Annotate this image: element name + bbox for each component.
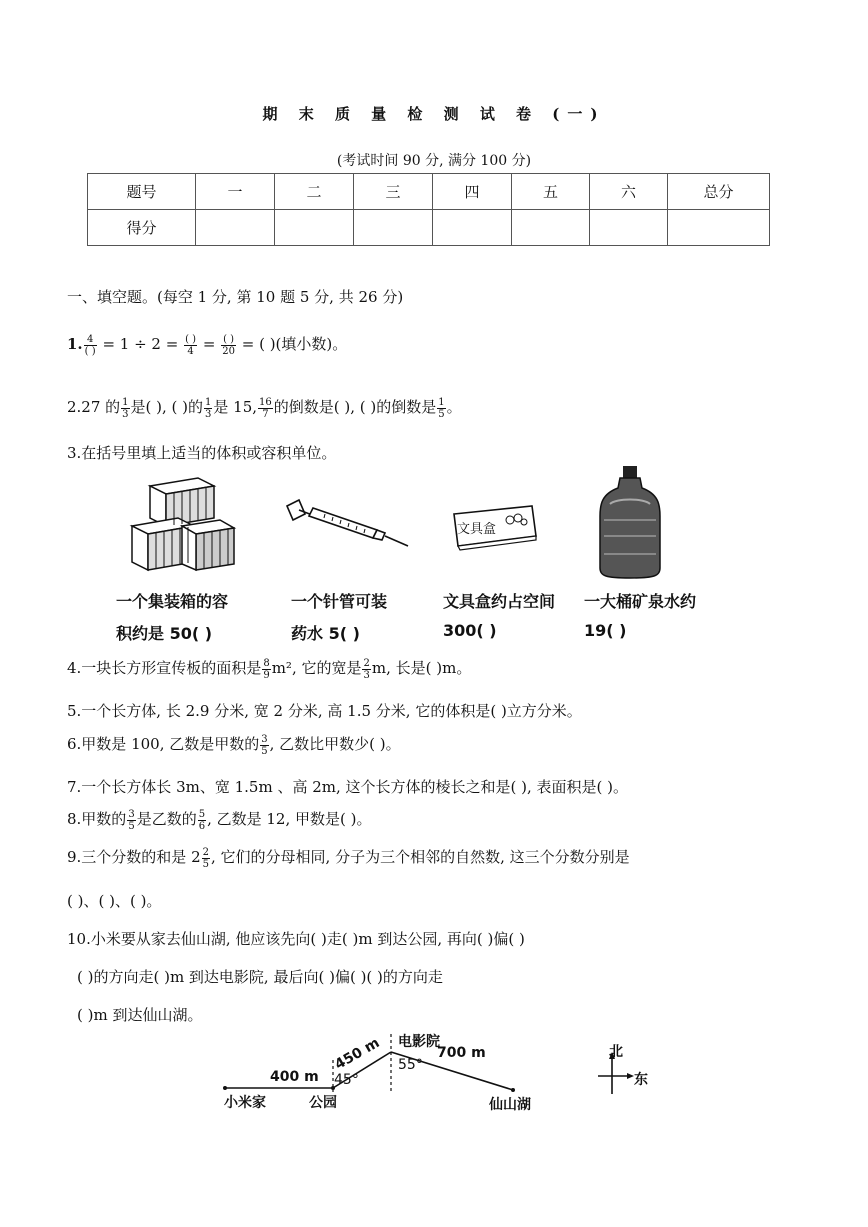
fraction <box>121 397 129 420</box>
question-number: 1. <box>67 335 83 353</box>
question-text: m, 长是( )m。 <box>371 659 472 677</box>
question-7: 7.一个长方体长 3m、宽 1.5m 、高 2m, 这个长方体的棱长之和是( ), 表面积是( )。 <box>67 778 629 796</box>
denominator: 6 <box>198 820 206 832</box>
score-table <box>87 173 770 246</box>
denominator: 9 <box>263 669 270 681</box>
place-label: 电影院 <box>398 1034 440 1050</box>
question-text: 8.甲数的 <box>67 810 127 828</box>
denominator: 5 <box>438 408 445 420</box>
question-2 <box>67 396 462 420</box>
caption-line: 一大桶矿泉水约 <box>584 592 697 611</box>
score-input-cell[interactable] <box>275 210 354 246</box>
fraction <box>260 734 268 757</box>
angle-label: 55° <box>398 1057 423 1073</box>
place-label: 小米家 <box>224 1095 266 1111</box>
question-9 <box>67 846 630 870</box>
question-10-line: ( )m 到达仙山湖。 <box>77 1006 203 1024</box>
fraction <box>84 334 97 357</box>
exam-info: (考试时间 90 分, 满分 100 分) <box>336 153 532 169</box>
equation-text: = 1 ÷ 2 = <box>102 335 179 353</box>
numerator: 16 <box>259 396 272 408</box>
distance-label: 700 m <box>437 1045 486 1061</box>
table-cell: 得分 <box>88 210 196 246</box>
question-9-answers: ( )、( )、( )。 <box>67 892 162 910</box>
place-label: 仙山湖 <box>489 1097 531 1113</box>
table-cell: 四 <box>433 174 512 210</box>
score-input-cell[interactable] <box>668 210 770 246</box>
question-4 <box>67 657 471 681</box>
denominator: 3 <box>205 408 212 420</box>
numerator: 4 <box>84 334 97 346</box>
score-input-cell[interactable] <box>512 210 590 246</box>
home-point <box>223 1086 227 1090</box>
numerator: 2 <box>202 846 209 858</box>
caption-line: 一个集装箱的容 <box>116 592 229 611</box>
water-bottle-image <box>596 464 664 580</box>
numerator: ( ) <box>185 333 197 345</box>
numerator: 1 <box>205 396 212 408</box>
caption-line: 药水 5( ) <box>291 624 360 643</box>
question-text: 的倒数是( ), ( )的倒数是 <box>273 398 437 416</box>
denominator: 5 <box>202 858 209 870</box>
question-3: 3.在括号里填上适当的体积或容积单位。 <box>67 444 337 462</box>
caption-line: 文具盒约占空间 <box>443 592 556 611</box>
fraction <box>221 334 236 357</box>
distance-label: 450 m <box>332 1034 383 1074</box>
fraction <box>198 809 206 832</box>
denominator: 3 <box>363 669 370 681</box>
question-text: 是 15, <box>213 398 258 416</box>
fraction <box>184 334 197 357</box>
score-input-cell[interactable] <box>590 210 668 246</box>
question-10-line: ( )的方向走( )m 到达电影院, 最后向( )偏( )( )的方向走 <box>77 968 443 986</box>
question-text: 。 <box>446 398 462 416</box>
equation-text: = <box>202 335 216 353</box>
numerator: 8 <box>263 657 270 669</box>
syringe-image <box>285 496 410 551</box>
distance-label: 400 m <box>270 1069 319 1085</box>
question-6 <box>67 733 401 757</box>
caption-line: 19( ) <box>584 621 627 640</box>
question-8 <box>67 808 371 832</box>
fraction <box>202 847 210 870</box>
fraction <box>437 397 445 420</box>
score-input-cell[interactable] <box>354 210 433 246</box>
caption-line: 积约是 50( ) <box>116 624 213 643</box>
denominator: 20 <box>222 345 235 357</box>
caption-line: 一个针管可装 <box>291 592 388 611</box>
question-text: , 它们的分母相同, 分子为三个相邻的自然数, 这三个分数分别是 <box>211 848 630 866</box>
table-cell: 二 <box>275 174 354 210</box>
numerator: 3 <box>128 808 135 820</box>
score-table-header-row <box>88 174 770 210</box>
table-cell: 一 <box>196 174 275 210</box>
question-text: 6.甲数是 100, 乙数是甲数的 <box>67 735 260 753</box>
fraction <box>127 809 135 832</box>
numerator: ( ) <box>223 333 235 345</box>
fraction <box>262 658 270 681</box>
table-cell: 三 <box>354 174 433 210</box>
pencil-box-label: 文具盒 <box>457 522 497 537</box>
table-cell: 五 <box>512 174 590 210</box>
denominator: 4 <box>187 345 194 357</box>
fraction <box>362 658 370 681</box>
question-text: 9.三个分数的和是 2 <box>67 848 201 866</box>
question-text: m², 它的宽是 <box>271 659 362 677</box>
caption-line: 300( ) <box>443 621 497 640</box>
question-5: 5.一个长方体, 长 2.9 分米, 宽 2 分米, 高 1.5 分米, 它的体积是( )立方分米。 <box>67 702 582 720</box>
denominator: 5 <box>128 820 135 832</box>
question-1 <box>67 333 347 357</box>
question-text: 4.一块长方形宣传板的面积是 <box>67 659 262 677</box>
question-text: , 乙数是 12, 甲数是( )。 <box>207 810 372 828</box>
place-label: 公园 <box>309 1095 337 1111</box>
question-10-line: 10.小米要从家去仙山湖, 他应该先向( )走( )m 到达公园, 再向( )偏( ) <box>67 930 525 948</box>
angle-label: 45° <box>334 1072 359 1088</box>
denominator: ( ) <box>84 345 96 357</box>
shipping-containers-image <box>128 470 238 582</box>
question-text: 是( ), ( )的 <box>130 398 204 416</box>
numerator: 2 <box>363 657 370 669</box>
page-title: 期 末 质 量 检 测 试 卷 (一) <box>262 105 606 123</box>
north-label: 北 <box>609 1044 623 1060</box>
numerator: 1 <box>122 396 129 408</box>
table-cell: 六 <box>590 174 668 210</box>
score-table-score-row <box>88 210 770 246</box>
fraction <box>258 397 273 420</box>
equation-text: = ( )(填小数)。 <box>241 335 348 353</box>
numerator: 3 <box>261 733 268 745</box>
section-heading: 一、填空题。(每空 1 分, 第 10 题 5 分, 共 26 分) <box>67 288 404 306</box>
question-text: , 乙数比甲数少( )。 <box>269 735 401 753</box>
lake-point <box>511 1088 515 1092</box>
question-text: 2.27 的 <box>67 398 121 416</box>
denominator: 3 <box>122 408 129 420</box>
question-text: 是乙数的 <box>136 810 197 828</box>
denominator: 5 <box>261 745 268 757</box>
table-cell: 总分 <box>668 174 770 210</box>
fraction <box>204 397 212 420</box>
numerator: 5 <box>198 808 206 820</box>
score-input-cell[interactable] <box>433 210 512 246</box>
score-input-cell[interactable] <box>196 210 275 246</box>
denominator: 7 <box>262 408 269 420</box>
table-cell: 题号 <box>88 174 196 210</box>
numerator: 1 <box>438 396 445 408</box>
east-label: 东 <box>634 1072 648 1088</box>
